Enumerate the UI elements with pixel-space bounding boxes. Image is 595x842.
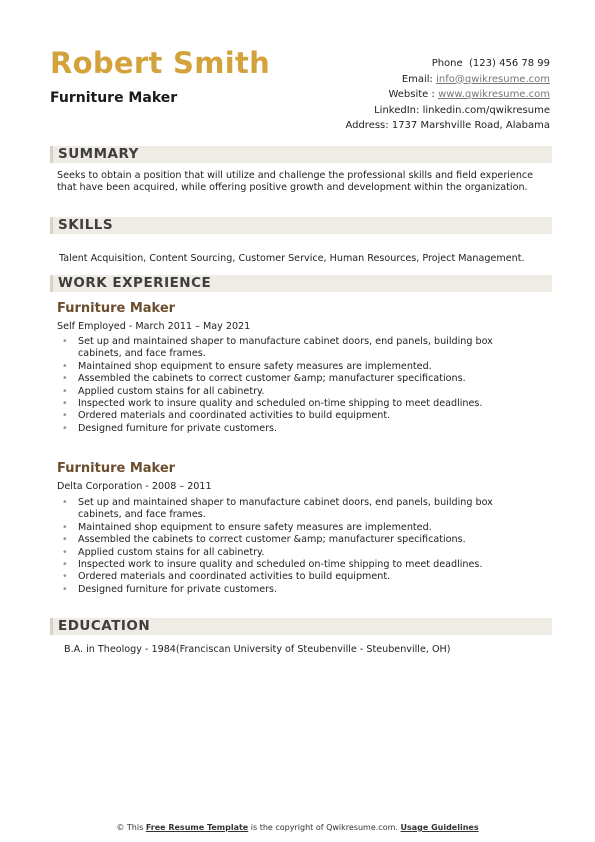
job-meta: Self Employed - March 2011 – May 2021: [57, 321, 251, 332]
job-bullet-list: [62, 497, 532, 596]
job-bullet: • Set up and maintained shaper to manufacture cabinet doors, end panels, building box cabinets, and face frames.: [62, 497, 532, 522]
skills-section-header: [50, 217, 552, 234]
email-label: Email:: [401, 73, 433, 85]
job-bullet: • Assembled the cabinets to correct customer &amp; manufacturer specifications.: [62, 534, 532, 546]
job-bullet: • Applied custom stains for all cabinetry.: [62, 386, 532, 398]
job-bullet: • Set up and maintained shaper to manufacture cabinet doors, end panels, building box cabinets, and face frames.: [62, 336, 532, 361]
address-label: Address:: [345, 120, 389, 132]
contact-address-row: [345, 118, 550, 134]
candidate-name: Robert Smith: [50, 46, 271, 80]
contact-block: [345, 56, 550, 134]
job-bullet: • Maintained shop equipment to ensure safety measures are implemented.: [62, 522, 532, 534]
summary-text: Seeks to obtain a position that will utilize and challenge the professional skills and field experience that have been acquired, while offering positive growth and development within the organization.: [57, 170, 534, 193]
linkedin-value: linkedin.com/qwikresume: [422, 104, 550, 116]
job-bullet: • Designed furniture for private customers.: [62, 423, 532, 435]
skills-text: Talent Acquisition, Content Sourcing, Customer Service, Human Resources, Project Management.: [59, 253, 525, 264]
job-bullet: • Assembled the cabinets to correct customer &amp; manufacturer specifications.: [62, 373, 532, 385]
address-value: 1737 Marshville Road, Alabama: [391, 120, 550, 132]
website-label: Website :: [388, 89, 435, 101]
skills-heading: SKILLS: [58, 217, 114, 233]
job-bullet: • Applied custom stains for all cabinetry.: [62, 547, 532, 559]
summary-heading: SUMMARY: [58, 146, 139, 162]
job-title: Furniture Maker: [57, 301, 176, 316]
free-resume-template-link[interactable]: Free Resume Template: [145, 823, 249, 832]
contact-phone-row: [345, 56, 550, 72]
contact-linkedin-row: [345, 103, 550, 119]
education-section-header: [50, 618, 552, 635]
usage-guidelines-link[interactable]: Usage Guidelines: [400, 823, 479, 832]
job-bullet-list: [62, 336, 532, 435]
job-bullet: • Inspected work to insure quality and scheduled on-time shipping to meet deadlines.: [62, 559, 532, 571]
job-bullet: • Maintained shop equipment to ensure safety measures are implemented.: [62, 361, 532, 373]
footer: [0, 823, 595, 832]
contact-email-row: [345, 72, 550, 88]
section-accent-bar: [50, 618, 53, 635]
section-accent-bar: [50, 275, 53, 292]
contact-website-row: [345, 87, 550, 103]
education-entry: B.A. in Theology - 1984(Franciscan University of Steubenville - Steubenville, OH): [64, 644, 451, 655]
experience-heading: WORK EXPERIENCE: [58, 275, 212, 291]
footer-prefix: © This: [116, 823, 144, 832]
email-link[interactable]: info@qwikresume.com: [436, 73, 550, 85]
phone-label: Phone: [431, 58, 463, 69]
candidate-title: Furniture Maker: [50, 90, 178, 106]
section-accent-bar: [50, 146, 53, 163]
education-heading: EDUCATION: [58, 618, 151, 634]
job-title: Furniture Maker: [57, 461, 176, 476]
job-bullet: • Ordered materials and coordinated activities to build equipment.: [62, 571, 532, 583]
job-bullet: • Designed furniture for private customers.: [62, 584, 532, 596]
section-accent-bar: [50, 217, 53, 234]
job-bullet: • Inspected work to insure quality and scheduled on-time shipping to meet deadlines.: [62, 398, 532, 410]
job-meta: Delta Corporation - 2008 – 2011: [57, 481, 212, 492]
experience-section-header: [50, 275, 552, 292]
summary-section-header: [50, 146, 552, 163]
job-bullet: • Ordered materials and coordinated activities to build equipment.: [62, 410, 532, 422]
linkedin-label: LinkedIn:: [374, 104, 420, 116]
footer-middle: is the copyright of Qwikresume.com.: [250, 823, 398, 832]
website-link[interactable]: www.qwikresume.com: [438, 89, 550, 101]
phone-value: (123) 456 78 99: [469, 58, 550, 69]
